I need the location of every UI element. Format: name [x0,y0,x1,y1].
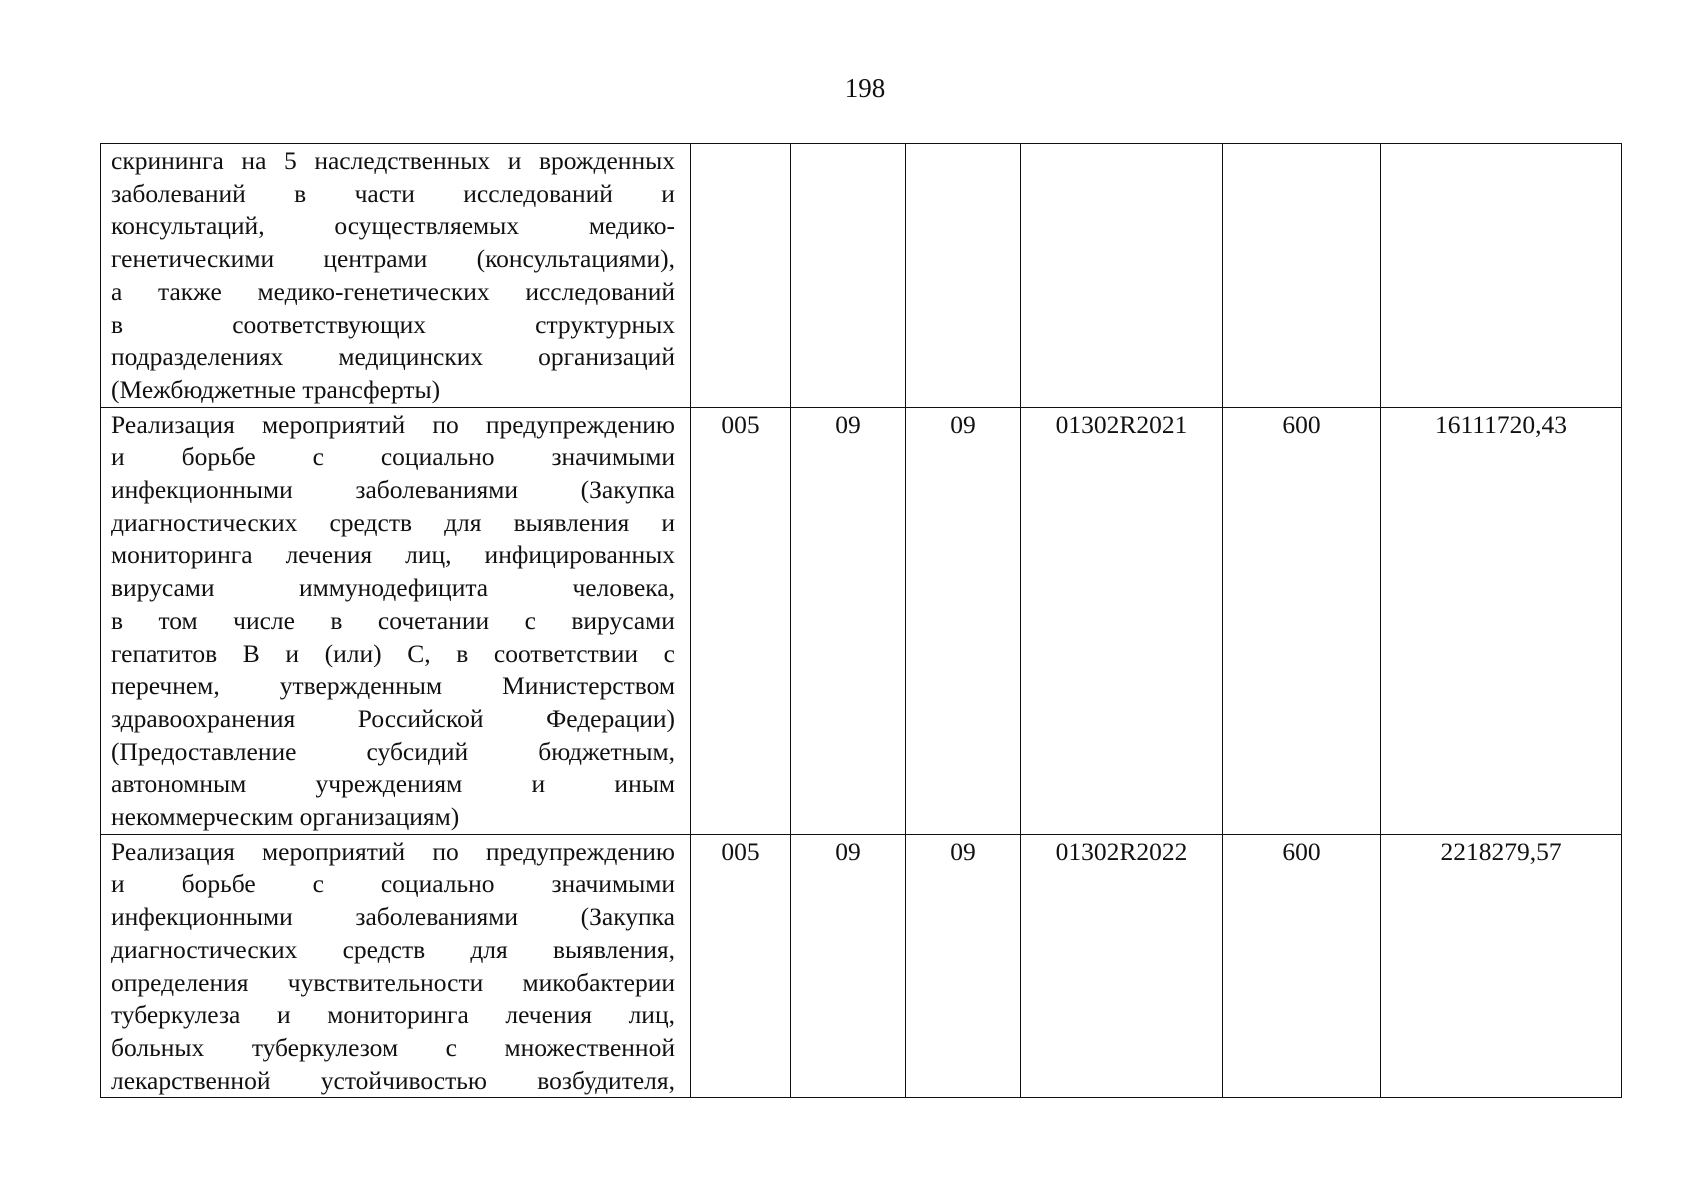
description-line: перечнем, утвержденным Министерством [111,671,675,701]
section-code-cell: 09 [791,834,906,1098]
description-line: инфекционными заболеваниями (Закупка [111,902,675,932]
description-line: и борьбе с социально значимыми [111,442,675,472]
description-line: заболеваний в части исследований и [111,178,675,208]
table-row [101,144,1622,408]
amount-cell: 16111720,43 [1381,407,1622,834]
target-article-cell: 01302R2022 [1021,834,1223,1098]
description-line: а также медико-генетических исследований [111,276,675,306]
subsection-code-cell [906,144,1021,408]
description-line: Реализация мероприятий по предупреждению [111,409,675,439]
description-line: Реализация мероприятий по предупреждению [111,836,675,866]
description-cell [101,144,691,408]
expense-type-cell: 600 [1223,407,1381,834]
description-line: некоммерческим организациям) [111,802,460,832]
description-line: диагностических средств для выявления, [111,934,675,964]
description-cell [101,407,691,834]
expense-type-cell [1223,144,1381,408]
description-text [111,409,675,834]
subsection-code-cell: 09 [906,834,1021,1098]
description-line: лекарственной устойчивостью возбудителя, [111,1065,675,1095]
subsection-code-cell: 09 [906,407,1021,834]
description-text [111,836,675,1098]
description-line: вирусами иммунодефицита человека, [111,573,675,603]
description-line: автономным учреждениям и иным [111,769,675,799]
expense-type-cell: 600 [1223,834,1381,1098]
description-line: подразделениях медицинских организаций [111,342,675,372]
target-article-cell [1021,144,1223,408]
description-line: и борьбе с социально значимыми [111,869,675,899]
description-line: в соответствующих структурных [111,309,675,339]
table-row [101,407,1622,834]
amount-cell: 2218279,57 [1381,834,1622,1098]
description-line: скрининга на 5 наследственных и врожденных [111,146,675,175]
description-line: (Межбюджетные трансферты) [111,374,441,404]
ministry-code-cell: 005 [691,834,791,1098]
description-line: мониторинга лечения лиц, инфицированных [111,540,675,570]
description-line: гепатитов В и (или) С, в соответствии с [111,638,675,668]
table-body [101,144,1622,1098]
description-line: больных туберкулезом с множественной [111,1032,675,1062]
description-cell [101,834,691,1098]
table-row [101,834,1622,1098]
description-text [111,145,675,407]
description-line: здравоохранения Российской Федерации) [111,703,675,733]
ministry-code-cell: 005 [691,407,791,834]
description-line: диагностических средств для выявления и [111,507,675,537]
description-line: определения чувствительности микобактерии [111,967,675,997]
description-line: туберкулеза и мониторинга лечения лиц, [111,1000,675,1030]
page-number: 198 [844,73,886,103]
description-line: инфекционными заболеваниями (Закупка [111,475,675,505]
budget-table [100,143,1622,1098]
section-code-cell: 09 [791,407,906,834]
description-line: консультаций, осуществляемых медико- [111,211,675,241]
amount-cell [1381,144,1622,408]
description-line: генетическими центрами (консультациями), [111,244,675,274]
description-line: (Предоставление субсидий бюджетным, [111,736,675,766]
description-line: в том числе в сочетании с вирусами [111,605,675,635]
ministry-code-cell [691,144,791,408]
target-article-cell: 01302R2021 [1021,407,1223,834]
section-code-cell [791,144,906,408]
